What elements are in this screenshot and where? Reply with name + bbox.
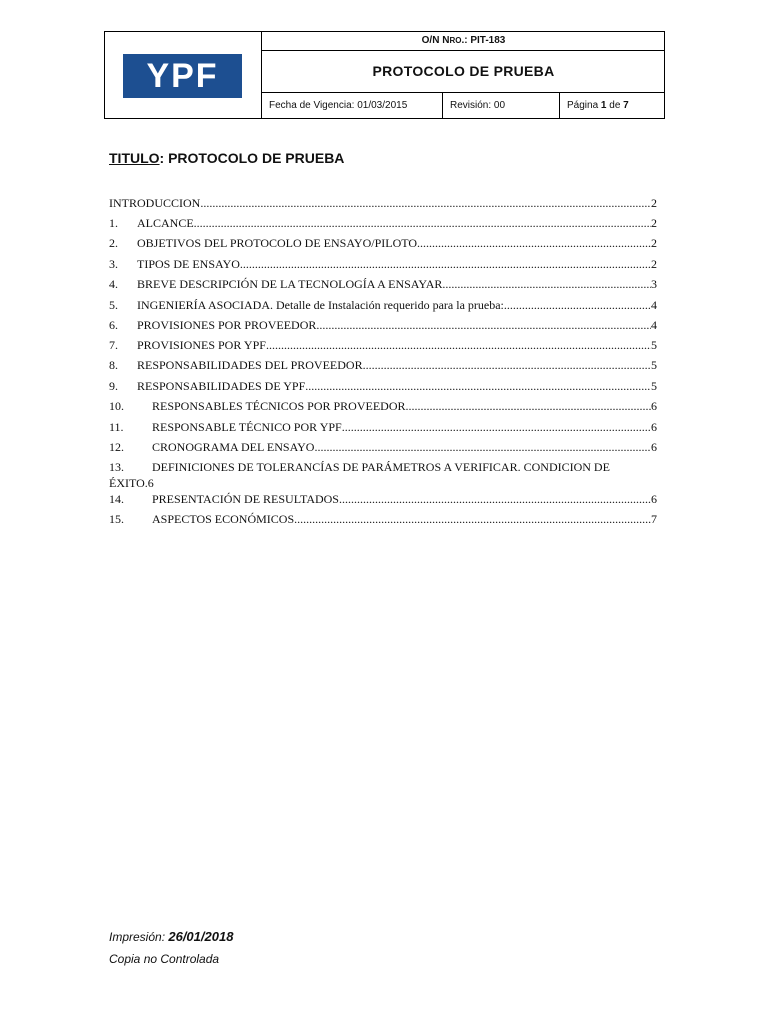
toc-entry[interactable] (109, 215, 657, 231)
toc-entry[interactable] (109, 195, 657, 211)
toc-text: RESPONSABLE TÉCNICO POR YPF (152, 420, 342, 434)
toc-page: 5 (651, 358, 657, 372)
header-title: PROTOCOLO DE PRUEBA (262, 51, 665, 93)
toc-leader-dots (266, 337, 651, 353)
toc-entry[interactable] (109, 357, 657, 373)
toc-leader-dots (314, 439, 651, 455)
toc-page: 5 (651, 338, 657, 352)
toc-text: DEFINICIONES DE TOLERANCÍAS DE PARÁMETROS A VERIFICAR. CONDICION DE ÉXITO. (109, 460, 610, 490)
toc-leader-dots (294, 511, 651, 527)
toc-entry[interactable] (109, 419, 657, 435)
fecha-vigencia: Fecha de Vigencia: 01/03/2015 (262, 93, 443, 118)
toc-number: 9. (109, 379, 118, 393)
toc-number: 13. (109, 460, 124, 474)
toc-number: 11. (109, 420, 124, 434)
toc-page: 7 (651, 512, 657, 526)
toc-text: CRONOGRAMA DEL ENSAYO (152, 440, 315, 454)
toc-entry[interactable] (109, 378, 657, 394)
toc-entry[interactable] (109, 235, 657, 251)
toc-leader-dots (406, 398, 652, 414)
order-number: O/N NRO.: PIT-183 (262, 32, 665, 51)
toc-page: 5 (651, 379, 657, 393)
toc-text: PRESENTACIÓN DE RESULTADOS (152, 492, 339, 506)
toc-page: 2 (651, 196, 657, 210)
toc-number: 3. (109, 257, 118, 271)
logo-cell (105, 32, 262, 118)
toc-page: 4 (651, 318, 657, 332)
copia-no-controlada: Copia no Controlada (109, 952, 220, 966)
ypf-logo: YPF (123, 54, 242, 98)
toc-leader-dots (339, 491, 651, 507)
toc-leader-dots (342, 419, 651, 435)
toc-entry[interactable] (109, 491, 657, 507)
toc-page: 3 (651, 277, 657, 291)
toc-leader-dots (240, 256, 651, 272)
toc-text: INGENIERÍA ASOCIADA. Detalle de Instalación requerido para la prueba: (137, 298, 504, 312)
toc-text: ALCANCE (137, 216, 194, 230)
toc-number: 1. (109, 216, 118, 230)
toc-number: 2. (109, 236, 118, 250)
pagina: Página 1 de 7 (567, 100, 629, 111)
toc-page: 2 (651, 257, 657, 271)
toc-entry[interactable] (109, 297, 657, 313)
toc-leader-dots (363, 357, 651, 373)
toc-entry[interactable] (109, 439, 657, 455)
toc-text: TIPOS DE ENSAYO (137, 257, 240, 271)
toc-number: 8. (109, 358, 118, 372)
toc-text: ASPECTOS ECONÓMICOS (152, 512, 295, 526)
revision: Revisión: 00 (443, 93, 560, 118)
toc-text: PROVISIONES POR YPF (137, 338, 266, 352)
toc-leader-dots (200, 195, 651, 211)
toc-page: 6 (651, 399, 657, 413)
toc-number: 7. (109, 338, 118, 352)
toc-leader-dots (194, 215, 651, 231)
toc-text: RESPONSABLES TÉCNICOS POR PROVEEDOR (152, 399, 406, 413)
toc-page: 6 (147, 476, 154, 490)
toc-page: 2 (651, 236, 657, 250)
toc-number: 10. (109, 399, 124, 413)
toc-text: PROVISIONES POR PROVEEDOR (137, 318, 317, 332)
toc-entry[interactable] (109, 459, 657, 491)
document-header (104, 31, 665, 119)
toc-entry[interactable] (109, 398, 657, 414)
toc-text: OBJETIVOS DEL PROTOCOLO DE ENSAYO/PILOTO (137, 236, 418, 250)
toc-page: 2 (651, 216, 657, 230)
toc-number: 14. (109, 492, 124, 506)
toc-entry[interactable] (109, 317, 657, 333)
toc-leader-dots (445, 276, 651, 292)
toc-leader-dots (504, 297, 651, 313)
toc-leader-dots (305, 378, 651, 394)
toc-entry[interactable] (109, 337, 657, 353)
toc-page: 6 (651, 440, 657, 454)
toc-number: 6. (109, 318, 118, 332)
toc-number: 12. (109, 440, 124, 454)
toc-page: 4 (651, 298, 657, 312)
header-meta (262, 93, 665, 118)
toc-text: RESPONSABILIDADES DEL PROVEEDOR (137, 358, 363, 372)
toc-page: 6 (651, 420, 657, 434)
impresion: Impresión: 26/01/2018 (109, 929, 234, 944)
toc-entry[interactable] (109, 511, 657, 527)
toc-number: 4. (109, 277, 118, 291)
toc-number: 15. (109, 512, 124, 526)
toc-leader-dots (316, 317, 651, 333)
toc-number: 5. (109, 298, 118, 312)
toc-text: RESPONSABILIDADES DE YPF (137, 379, 306, 393)
toc-text: INTRODUCCION (109, 196, 201, 210)
document-title: TITULO: PROTOCOLO DE PRUEBA (109, 150, 345, 166)
toc-text: BREVE DESCRIPCIÓN DE LA TECNOLOGÍA A ENSAYAR. (137, 277, 446, 291)
toc-entry[interactable] (109, 276, 657, 292)
toc-entry[interactable] (109, 256, 657, 272)
toc-page: 6 (651, 492, 657, 506)
toc-leader-dots (417, 235, 651, 251)
